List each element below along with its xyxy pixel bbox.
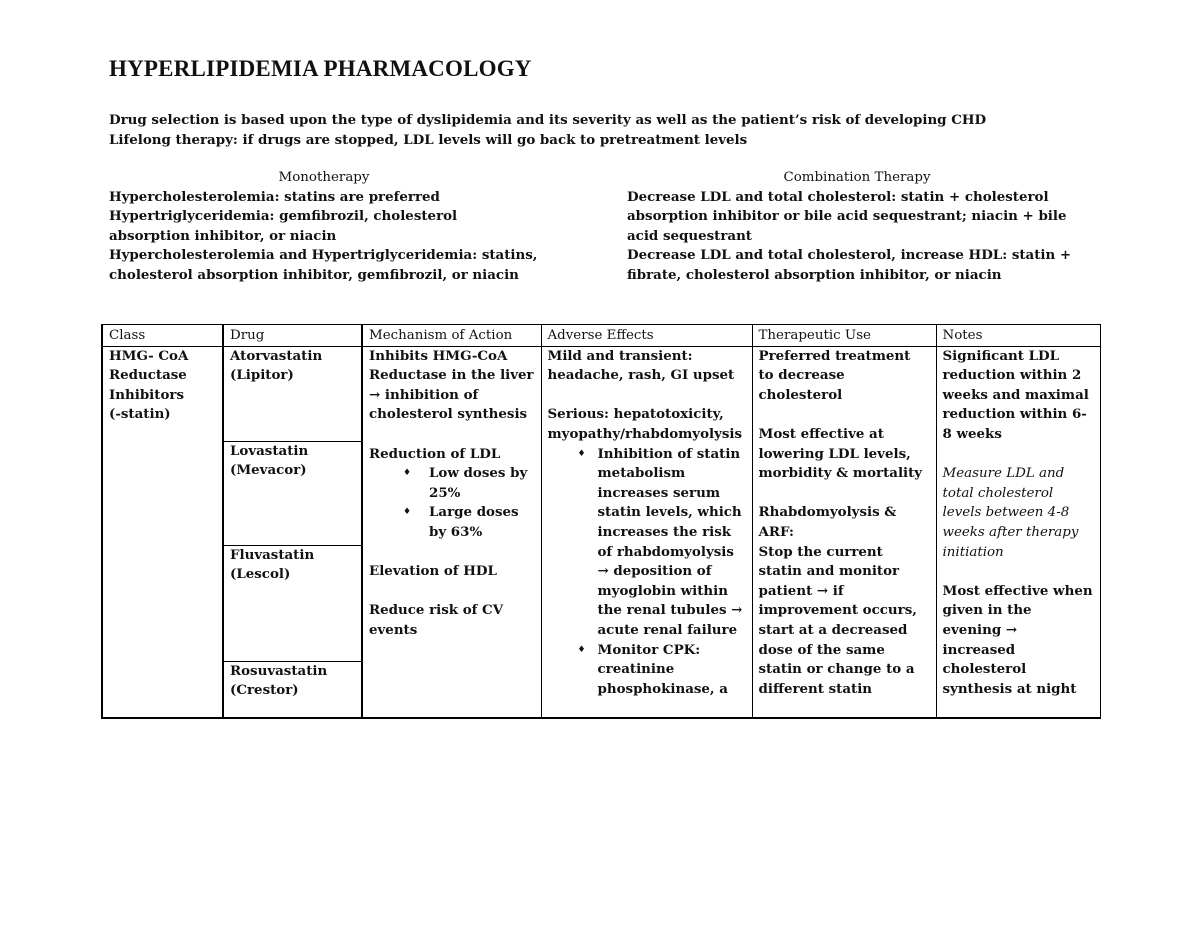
combination-section [627,168,1087,286]
adverse-text: headache, rash, GI upset [547,367,735,384]
mechanism-bullet: ♦ Large doses by 63% [403,503,535,542]
monotherapy-item: Hypercholesterolemia: statins are preferred [109,188,440,205]
intro-block [109,110,986,150]
combination-item: Decrease LDL and total cholesterol, increase HDL: statin + fibrate, cholesterol absorption inhibitor, or niacin [627,247,1072,283]
intro-line-2: Lifelong therapy: if drugs are stopped, LDL levels will go back to pretreatment levels [109,132,748,148]
header-notes: Notes [936,325,1100,347]
drug-name: Lovastatin [230,442,309,459]
monotherapy-section [109,168,539,286]
drug-brand: (Lipitor) [230,367,294,384]
header-drug: Drug [223,325,362,347]
class-cell [102,346,223,718]
page-title: HYPERLIPIDEMIA PHARMACOLOGY [109,56,532,81]
adverse-bullet: ♦ Monitor CPK: creatinine phosphokinase, a [578,641,746,700]
class-line: Reductase [109,367,187,384]
therapeutic-text: Stop the current statin and monitor patient → if improvement occurs, start at a decreased dose of the same statin or change to a different statin [758,543,917,697]
mechanism-text: events [369,621,418,638]
monotherapy-item: Hypertriglyceridemia: gemfibrozil, cholesterol absorption inhibitor, or niacin [109,208,458,244]
drug-cell [223,661,362,718]
therapeutic-text: Rhabdomyolysis & ARF: [758,504,897,540]
header-mechanism: Mechanism of Action [362,325,541,347]
drug-brand: (Crestor) [230,682,299,699]
header-adverse-effects: Adverse Effects [541,325,752,347]
drug-cell [223,346,362,441]
monotherapy-item: Hypercholesterolemia and Hypertriglyceridemia: statins, cholesterol absorption inhibitor, gemfibrozil, or niacin [109,247,538,283]
drug-brand: (Lescol) [230,566,291,583]
therapeutic-use-cell [752,346,936,718]
adverse-text: Serious: hepatotoxicity, [547,406,724,423]
mechanism-bullets [369,464,535,542]
class-line: HMG- CoA [109,347,189,364]
adverse-text: Mild and transient: [547,347,693,364]
mechanism-text: → inhibition of [369,386,479,403]
mechanism-text: cholesterol synthesis [369,406,528,423]
notes-text-italic: Measure LDL and total cholesterol levels between 4-8 weeks after therapy initiation [942,466,1079,560]
combination-heading: Combination Therapy [783,170,931,185]
drug-name: Atorvastatin [230,347,323,364]
drug-table [101,324,1101,719]
mechanism-cell [362,346,541,718]
notes-text: Significant LDL reduction within 2 weeks and maximal reduction within 6-8 weeks [942,347,1089,442]
mechanism-text: Reduce risk of CV [369,602,504,619]
notes-cell [936,346,1100,718]
drug-cell [223,545,362,661]
intro-line-1: Drug selection is based upon the type of dyslipidemia and its severity as well as the patient’s risk of developing CHD [109,112,987,128]
notes-text: Most effective when given in the evening → increased cholesterol synthesis at night [942,582,1093,697]
header-therapeutic-use: Therapeutic Use [752,325,936,347]
adverse-bullet: ♦ Inhibition of statin metabolism increases serum statin levels, which increases the risk of rhabdomyolysis → deposition of myoglobin within the renal tubules → acute renal failure [578,445,746,641]
combination-item: Decrease LDL and total cholesterol: statin + cholesterol absorption inhibitor or bile acid sequestrant; niacin + bile acid sequestrant [627,188,1067,244]
mechanism-bullet: ♦ Low doses by 25% [403,464,535,503]
mechanism-text: Reduction of LDL [369,445,501,462]
mechanism-text: Inhibits HMG-CoA [369,347,508,364]
monotherapy-heading: Monotherapy [278,170,370,185]
table-row [102,346,1100,441]
adverse-bullets [548,445,746,700]
class-line: Inhibitors [109,386,184,403]
drug-cell [223,441,362,545]
therapeutic-text: Most effective at lowering LDL levels, morbidity & mortality [758,425,923,482]
therapeutic-text: Preferred treatment to decrease cholesterol [758,347,911,403]
adverse-effects-cell [541,346,752,718]
drug-name: Rosuvastatin [230,662,328,679]
drug-brand: (Mevacor) [230,462,307,479]
class-line: (-statin) [109,406,171,423]
header-class: Class [102,325,223,347]
mechanism-text: Reductase in the liver [369,367,534,384]
mechanism-text: Elevation of HDL [369,563,497,580]
drug-name: Fluvastatin [230,546,315,563]
table-header-row [102,325,1100,347]
adverse-text: myopathy/rhabdomyolysis [547,425,743,442]
